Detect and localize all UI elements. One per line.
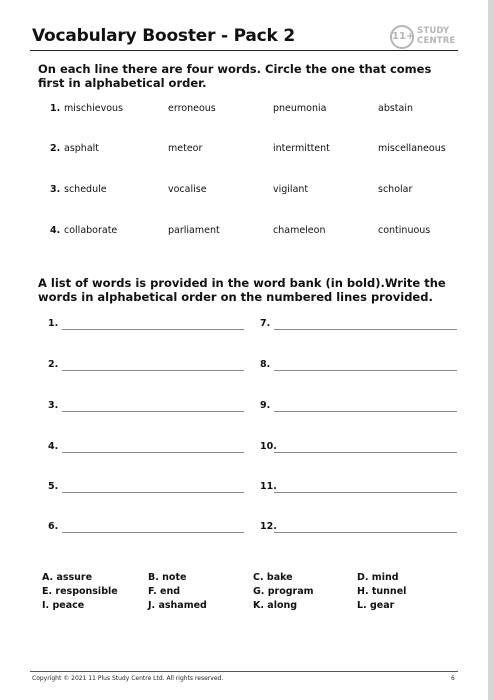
writing-line[interactable] [62, 452, 244, 453]
answer-line-3[interactable] [48, 400, 248, 414]
word-bank-item: L. gear [357, 600, 395, 611]
row-number: 1. [50, 103, 61, 114]
writing-line[interactable] [62, 411, 244, 412]
writing-line[interactable] [274, 492, 457, 493]
answer-number: 6. [48, 521, 59, 532]
answer-number: 7. [260, 318, 271, 329]
word-bank-item: D. mind [357, 572, 399, 583]
answer-number: 1. [48, 318, 59, 329]
word-option[interactable]: continuous [378, 225, 431, 236]
word-row-2 [50, 143, 470, 157]
word-option[interactable]: pneumonia [273, 103, 327, 114]
word-option[interactable]: asphalt [64, 143, 100, 154]
writing-line[interactable] [62, 492, 244, 493]
page-number: 6 [451, 675, 455, 682]
answer-line-7[interactable] [260, 318, 460, 332]
answer-line-4[interactable] [48, 441, 248, 455]
answer-line-11[interactable] [260, 481, 460, 495]
word-option[interactable]: parliament [168, 225, 220, 236]
word-option[interactable]: schedule [64, 184, 107, 195]
word-bank-item: A. assure [42, 572, 93, 583]
answer-line-10[interactable] [260, 441, 460, 455]
answer-line-9[interactable] [260, 400, 460, 414]
header-divider [30, 50, 458, 51]
word-row-1 [50, 103, 470, 117]
word-bank-item: I. peace [42, 600, 85, 611]
writing-line[interactable] [62, 329, 244, 330]
section1-instruction: On each line there are four words. Circle the one that comes first in alphabetical order. [38, 62, 432, 90]
answer-number: 2. [48, 359, 59, 370]
answer-line-6[interactable] [48, 521, 248, 535]
footer-divider [30, 671, 458, 672]
word-bank-item: J. ashamed [148, 600, 207, 611]
writing-line[interactable] [274, 532, 457, 533]
row-number: 3. [50, 184, 61, 195]
word-option[interactable]: miscellaneous [378, 143, 446, 154]
writing-line[interactable] [62, 532, 244, 533]
study-centre-logo [390, 25, 458, 49]
answer-number: 3. [48, 400, 59, 411]
word-bank-item: C. bake [253, 572, 293, 583]
row-number: 4. [50, 225, 61, 236]
answer-line-12[interactable] [260, 521, 460, 535]
answer-number: 9. [260, 400, 271, 411]
copyright-text: Copyright © 2021 11 Plus Study Centre Ltd. All rights reserved. [32, 675, 224, 682]
section2-instruction: A list of words is provided in the word bank (in bold).Write the words in alphabetical order on the numbered lines provided. [38, 276, 446, 304]
logo-line-1: STUDY [417, 26, 450, 36]
logo-line-2: CENTRE [417, 36, 456, 46]
answer-number: 5. [48, 481, 59, 492]
word-option[interactable]: vocalise [168, 184, 207, 195]
answer-line-1[interactable] [48, 318, 248, 332]
word-option[interactable]: vigilant [273, 184, 309, 195]
word-option[interactable]: chameleon [273, 225, 326, 236]
word-option[interactable]: abstain [378, 103, 414, 114]
word-bank-item: F. end [148, 586, 181, 597]
answer-line-8[interactable] [260, 359, 460, 373]
page-edge-shadow [488, 0, 494, 700]
writing-line[interactable] [62, 370, 244, 371]
page-title: Vocabulary Booster - Pack 2 [32, 26, 295, 46]
word-option[interactable]: scholar [378, 184, 413, 195]
writing-line[interactable] [274, 411, 457, 412]
word-row-3 [50, 184, 470, 198]
answer-number: 4. [48, 441, 59, 452]
word-bank-item: G. program [253, 586, 314, 597]
answer-line-2[interactable] [48, 359, 248, 373]
word-option[interactable]: intermittent [273, 143, 330, 154]
word-bank-item: H. tunnel [357, 586, 407, 597]
word-bank-item: K. along [253, 600, 298, 611]
answer-number: 10. [260, 441, 277, 452]
word-bank-item: B. note [148, 572, 187, 583]
logo-mark: 11+ [390, 25, 414, 49]
answer-line-5[interactable] [48, 481, 248, 495]
answer-number: 8. [260, 359, 271, 370]
word-option[interactable]: mischievous [64, 103, 123, 114]
word-option[interactable]: collaborate [64, 225, 118, 236]
answer-number: 12. [260, 521, 277, 532]
row-number: 2. [50, 143, 61, 154]
writing-line[interactable] [274, 370, 457, 371]
writing-line[interactable] [274, 452, 457, 453]
word-row-4 [50, 225, 470, 239]
word-bank-item: E. responsible [42, 586, 118, 597]
answer-number: 11. [260, 481, 277, 492]
writing-line[interactable] [274, 329, 457, 330]
word-option[interactable]: erroneous [168, 103, 216, 114]
word-option[interactable]: meteor [168, 143, 203, 154]
